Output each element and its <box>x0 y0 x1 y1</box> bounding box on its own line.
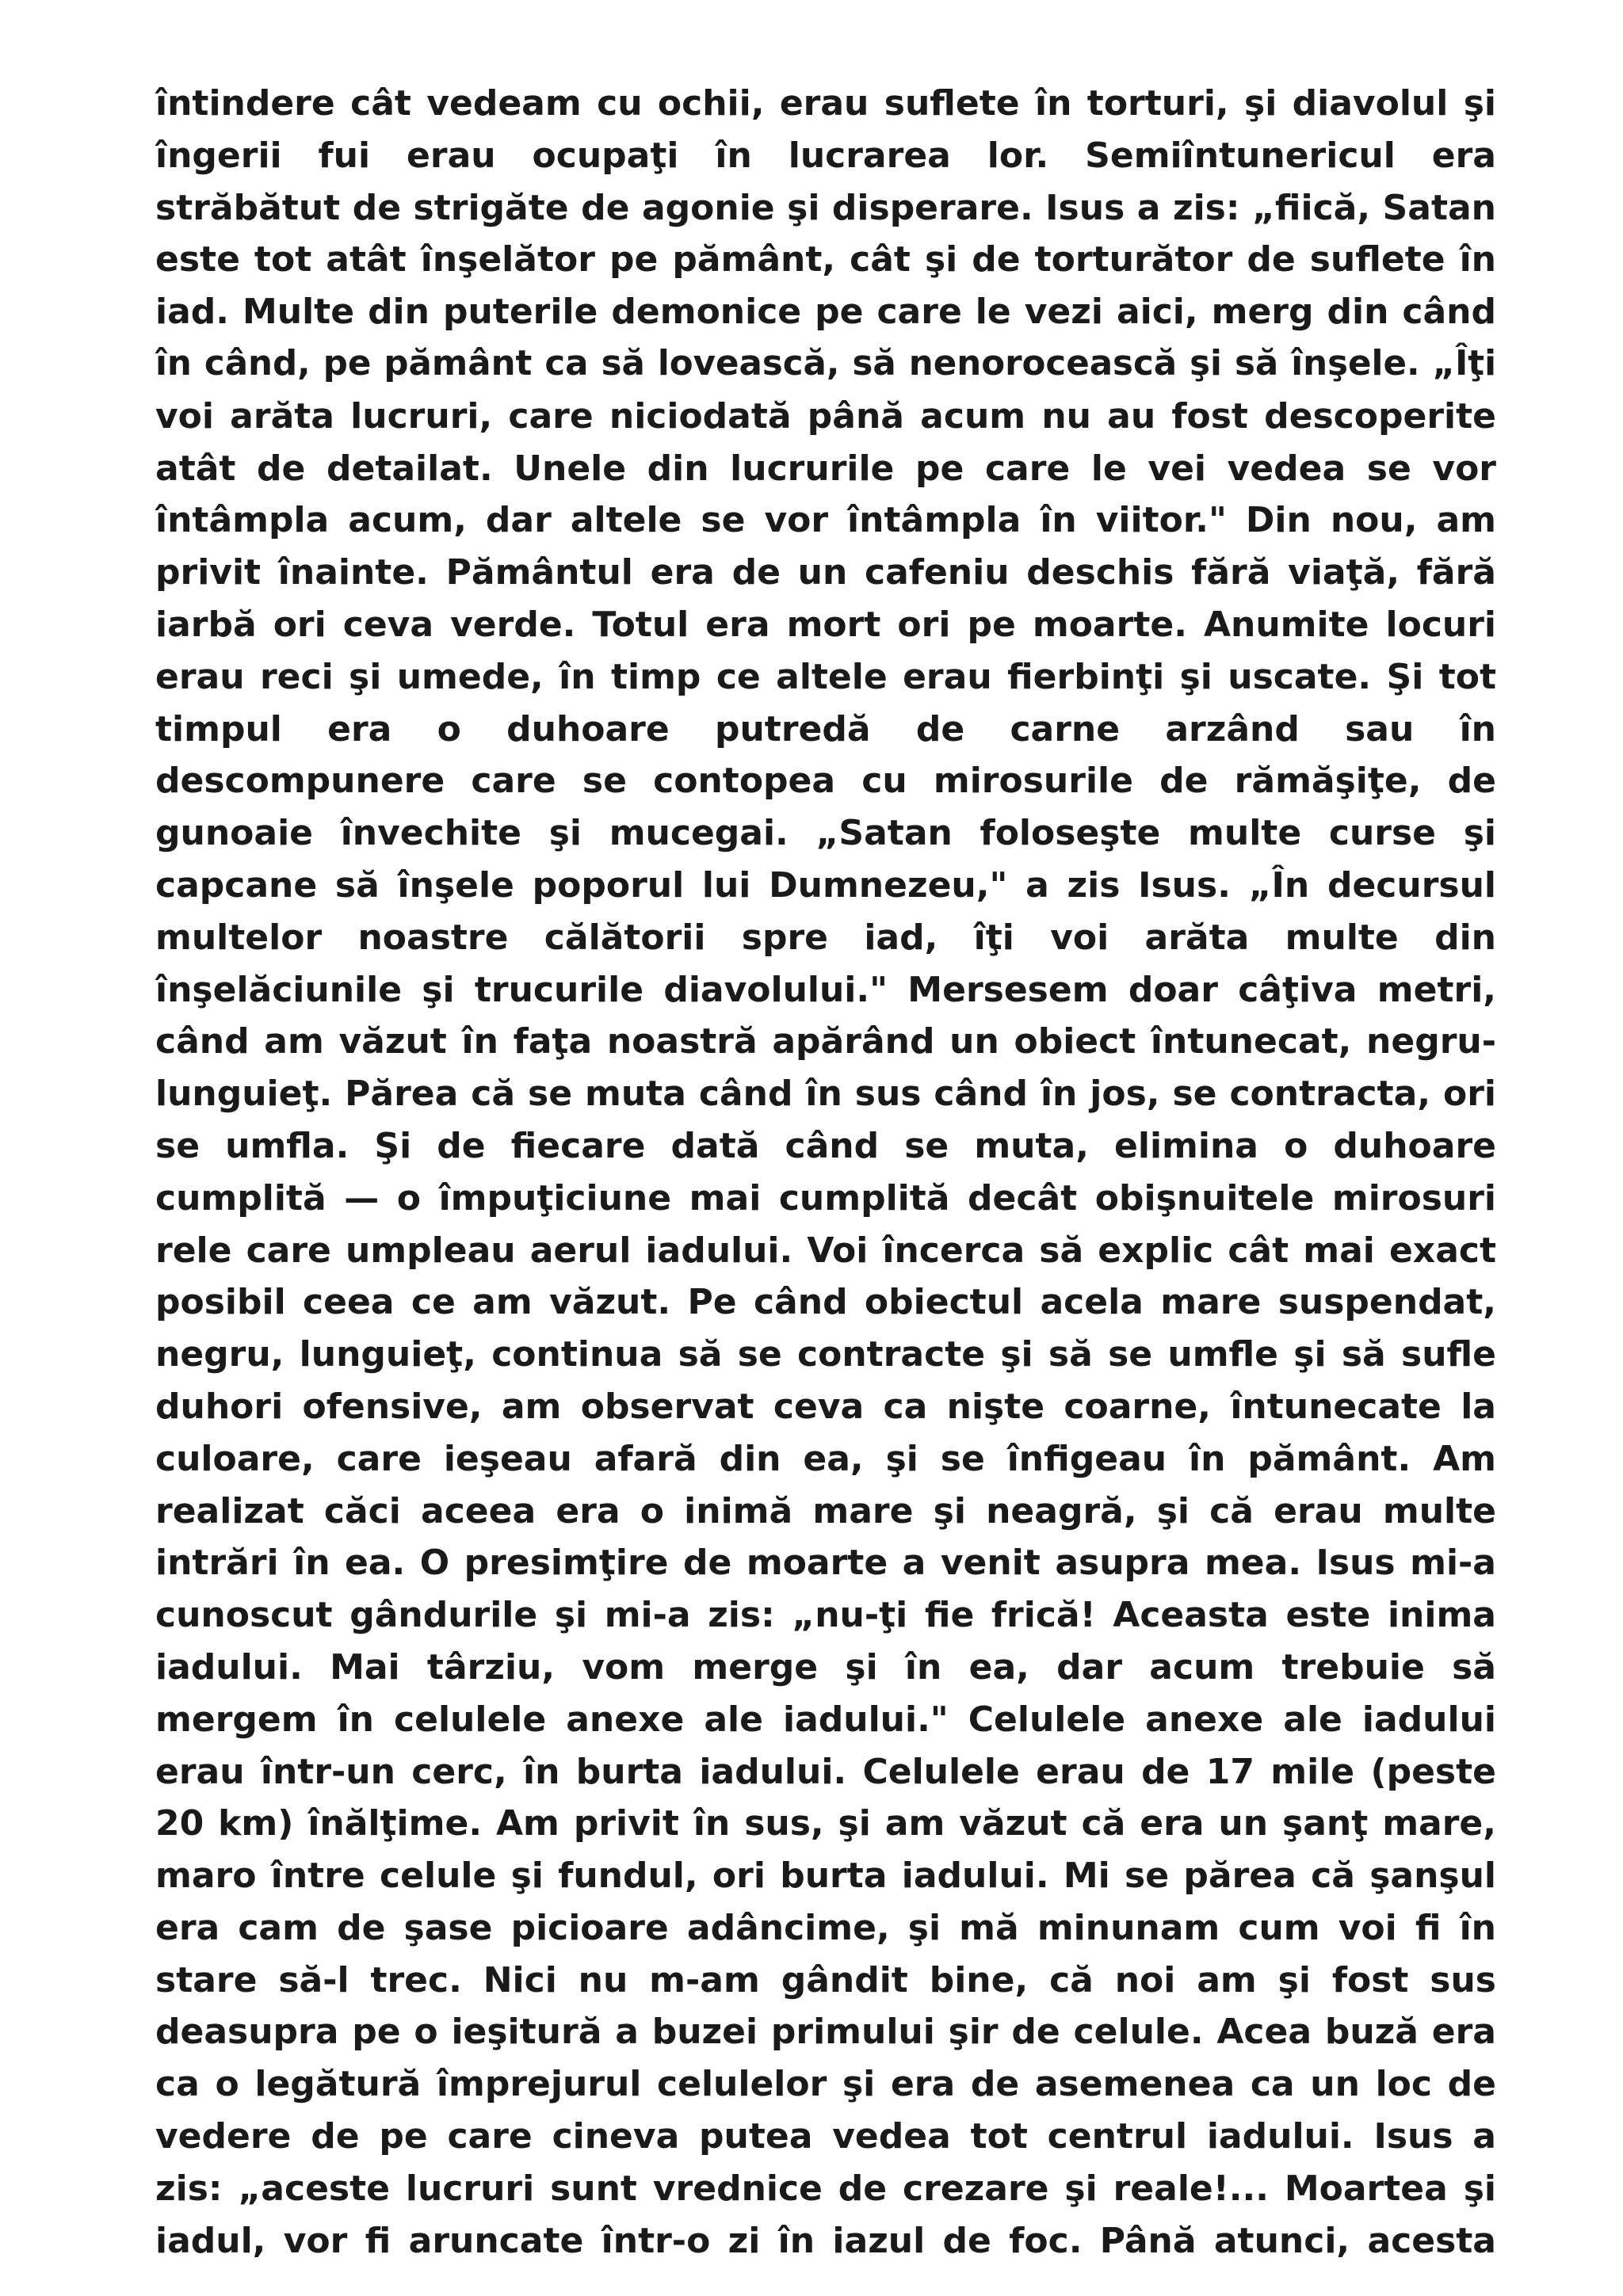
text-line: întâmpla acum, dar altele se vor întâmpla în viitor." Din nou, am <box>155 500 1496 541</box>
text-line: descompunere care se contopea cu mirosurile de rămăşiţe, de <box>155 761 1496 802</box>
text-line: capcane să înşele poporul lui Dumnezeu," a zis Isus. „În decursul <box>155 864 1496 906</box>
text-line: cunoscut gândurile şi mi-a zis: „nu-ţi fie frică! Aceasta este inima <box>155 1595 1496 1636</box>
text-line: 20 km) înălţime. Am privit în sus, şi am văzut că era un şanţ mare, <box>155 1803 1496 1844</box>
text-line: era cam de şase picioare adâncime, şi mă minunam cum voi fi în <box>155 1907 1496 1948</box>
text-line: iad. Multe din puterile demonice pe care le vezi aici, merg din când <box>155 292 1496 333</box>
text-line: vedere de pe care cineva putea vedea tot centrul iadului. Isus a <box>155 2116 1496 2157</box>
text-line: deasupra pe o ieşitură a buzei primului şir de celule. Acea buză era <box>155 2012 1496 2053</box>
text-line: realizat căci aceea era o inimă mare şi neagră, şi că erau multe <box>155 1490 1496 1531</box>
text-line: iadului. Mai târziu, vom merge şi în ea, dar acum trebuie să <box>155 1646 1496 1688</box>
text-line: iadul, vor fi aruncate într-o zi în iazul de foc. Până atunci, acesta <box>155 2220 1496 2261</box>
text-line: înşelăciunile şi trucurile diavolului." Mersesem doar câţiva metri, <box>155 969 1496 1010</box>
text-line: stare să-l trec. Nici nu m-am gândit bine, că noi am şi fost sus <box>155 1959 1496 2000</box>
text-line: rele care umpleau aerul iadului. Voi încerca să explic cât mai exact <box>155 1230 1496 1271</box>
text-line: atât de detailat. Unele din lucrurile pe care le vei vedea se vor <box>155 448 1496 489</box>
text-line: timpul era o duhoare putredă de carne arzând sau în <box>155 708 1496 749</box>
text-line: este tot atât înşelător pe pământ, cât şi de torturător de suflete în <box>155 239 1496 280</box>
text-line: gunoaie învechite şi mucegai. „Satan foloseşte multe curse şi <box>155 813 1496 854</box>
text-line: duhori ofensive, am observat ceva ca nişte coarne, întunecate la <box>155 1386 1496 1427</box>
text-line: când am văzut în faţa noastră apărând un obiect întunecat, negru- <box>155 1021 1496 1062</box>
document-page <box>155 78 1496 2267</box>
text-line: cumplită — o împuţiciune mai cumplită decât obişnuitele mirosuri <box>155 1177 1496 1219</box>
text-line: în când, pe pământ ca să lovească, să nenorocească şi să înşele. „Îţi <box>155 343 1496 383</box>
text-line: ca o legătură împrejurul celulelor şi era de asemenea ca un loc de <box>155 2064 1496 2105</box>
text-line: multelor noastre călătorii spre iad, îţi voi arăta multe din <box>155 917 1496 958</box>
text-line: se umfla. Şi de fiecare dată când se muta, elimina o duhoare <box>155 1125 1496 1166</box>
text-line: posibil ceea ce am văzut. Pe când obiectul acela mare suspendat, <box>155 1282 1496 1323</box>
text-line: zis: „aceste lucruri sunt vrednice de crezare şi reale!... Moartea şi <box>155 2168 1496 2209</box>
text-line: îngerii fui erau ocupaţi în lucrarea lor. Semiîntunericul era <box>155 135 1496 176</box>
text-line: iarbă ori ceva verde. Totul era mort ori pe moarte. Anumite locuri <box>155 604 1496 645</box>
text-line: intrări în ea. O presimţire de moarte a venit asupra mea. Isus mi-a <box>155 1543 1496 1584</box>
text-line: întindere cât vedeam cu ochii, erau suflete în torturi, şi diavolul şi <box>155 83 1496 124</box>
text-line: culoare, care ieşeau afară din ea, şi se înfigeau în pământ. Am <box>155 1438 1496 1479</box>
text-line: maro între celule şi fundul, ori burta iadului. Mi se părea că şanşul <box>155 1855 1496 1897</box>
text-line: voi arăta lucruri, care niciodată până acum nu au fost descoperite <box>155 395 1496 437</box>
text-line: privit înainte. Pământul era de un cafeniu deschis fără viaţă, fără <box>155 552 1496 593</box>
text-line: negru, lunguieţ, continua să se contracte şi să se umfle şi să sufle <box>155 1334 1496 1375</box>
text-line: erau într-un cerc, în burta iadului. Celulele erau de 17 mile (peste <box>155 1751 1496 1792</box>
text-line: mergem în celulele anexe ale iadului." Celulele anexe ale iadului <box>155 1699 1496 1740</box>
text-line: străbătut de strigăte de agonie şi disperare. Isus a zis: „fiică, Satan <box>155 187 1496 228</box>
text-line: lunguieţ. Părea că se muta când în sus când în jos, se contracta, ori <box>155 1074 1496 1115</box>
text-line: erau reci şi umede, în timp ce altele erau fierbinţi şi uscate. Şi tot <box>155 656 1496 697</box>
